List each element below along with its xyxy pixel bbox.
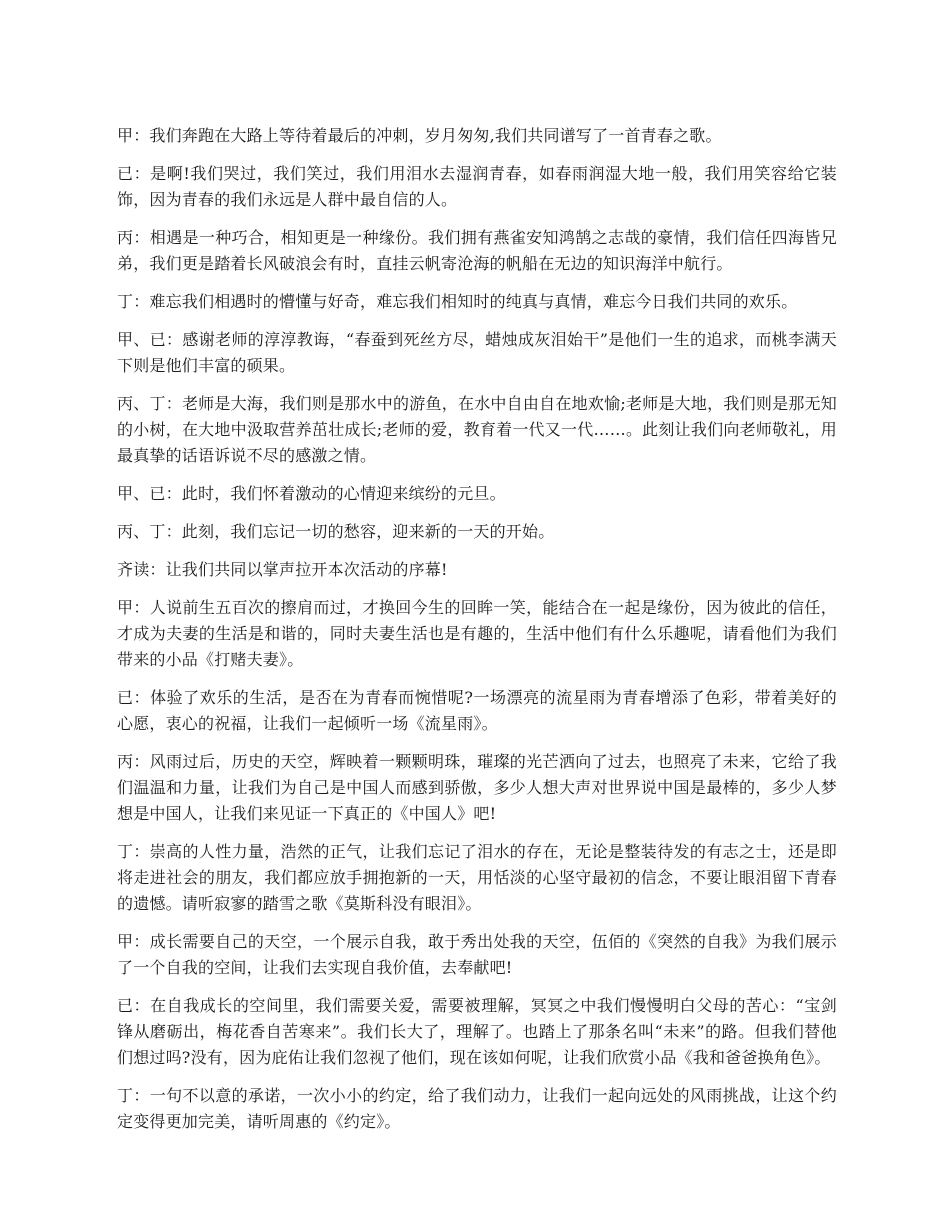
paragraph: 丙：相遇是一种巧合，相知更是一种缘份。我们拥有燕雀安知鸿鹄之志哉的豪情，我们信任四海皆兄弟，我们更是踏着长风破浪会有时，直挂云帆寄沧海的帆船在无边的知识海洋中航行。 bbox=[117, 228, 837, 273]
paragraph: 甲、已：此时，我们怀着激动的心情迎来缤纷的元旦。 bbox=[117, 484, 506, 503]
paragraph: 已：在自我成长的空间里，我们需要关爱，需要被理解，冥冥之中我们慢慢明白父母的苦心：“宝剑锋从磨砺出，梅花香自苦寒来”。我们长大了，理解了。也踏上了那条名叫“未来”的路。但我们替他们想过吗?没有，因为庇佑让我们忽视了他们，现在该如何呢，让我们欣赏小品《我和爸爸换角色》。 bbox=[117, 996, 837, 1067]
paragraph: 丙、丁：此刻，我们忘记一切的愁容，迎来新的一天的开始。 bbox=[117, 522, 555, 541]
paragraph: 丙、丁：老师是大海，我们则是那水中的游鱼，在水中自由自在地欢愉;老师是大地，我们则是那无知的小树，在大地中汲取营养茁壮成长;老师的爱，教育着一代又一代……。此刻让我们向老师敬礼，用最真挚的话语诉说不尽的感激之情。 bbox=[117, 394, 837, 465]
paragraph: 甲：我们奔跑在大路上等待着最后的冲刺，岁月匆匆,我们共同谱写了一首青春之歌。 bbox=[117, 126, 722, 145]
paragraph: 甲、已：感谢老师的淳淳教诲，“春蚕到死丝方尽，蜡烛成灰泪始干”是他们一生的追求，而桃李满天下则是他们丰富的硕果。 bbox=[117, 330, 837, 375]
paragraph: 齐读：让我们共同以掌声拉开本次活动的序幕! bbox=[117, 560, 448, 579]
paragraph: 丙：风雨过后，历史的天空，辉映着一颗颗明珠，璀璨的光芒洒向了过去，也照亮了未来，它给了我们温温和力量，让我们为自己是中国人而感到骄傲，多少人想大声对世界说中国是最棒的，多少人梦想是中国人，让我们来见证一下真正的《中国人》吧! bbox=[117, 752, 837, 823]
paragraph: 丁：难忘我们相遇时的懵懂与好奇，难忘我们相知时的纯真与真情，难忘今日我们共同的欢乐。 bbox=[117, 292, 798, 311]
paragraph: 已：是啊!我们哭过，我们笑过，我们用泪水去湿润青春，如春雨润湿大地一般，我们用笑容给它装饰，因为青春的我们永远是人群中最自信的人。 bbox=[117, 164, 837, 209]
paragraph: 甲：成长需要自己的天空，一个展示自我，敢于秀出处我的天空，伍佰的《突然的自我》为我们展示了一个自我的空间，让我们去实现自我价值，去奉献吧! bbox=[117, 932, 837, 977]
paragraph: 甲：人说前生五百次的擦肩而过，才换回今生的回眸一笑，能结合在一起是缘份，因为彼此的信任，才成为夫妻的生活是和谐的，同时夫妻生活也是有趣的，生活中他们有什么乐趣呢，请看他们为我们带来的小品《打赌夫妻》。 bbox=[117, 598, 837, 669]
paragraph: 丁：一句不以意的承诺，一次小小的约定，给了我们动力，让我们一起向远处的风雨挑战，让这个约定变得更加完美，请听周惠的《约定》。 bbox=[117, 1086, 837, 1131]
paragraph: 丁：崇高的人性力量，浩然的正气，让我们忘记了泪水的存在，无论是整装待发的有志之士，还是即将走进社会的朋友，我们都应放手拥抱新的一天，用恬淡的心坚守最初的信念，不要让眼泪留下青春的遗憾。请听寂寥的踏雪之歌《莫斯科没有眼泪》。 bbox=[117, 842, 837, 913]
paragraph: 已：体验了欢乐的生活，是否在为青春而惋惜呢?一场漂亮的流星雨为青春增添了色彩，带着美好的心愿，衷心的祝福，让我们一起倾听一场《流星雨》。 bbox=[117, 688, 837, 733]
document-body bbox=[117, 123, 837, 1147]
